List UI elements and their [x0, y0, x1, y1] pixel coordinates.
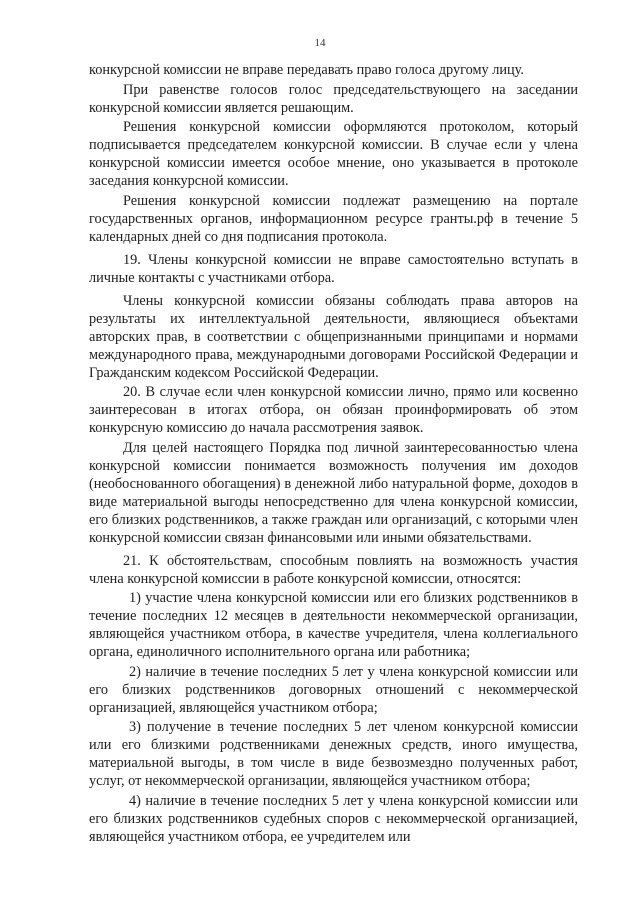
list-item: 2) наличие в течение последних 5 лет у члена конкурсной комиссии или его близких родственников договорных отношений с некоммерческой организацией, являющейся участником отбора;: [89, 663, 578, 716]
paragraph: конкурсной комиссии не вправе передавать право голоса другому лицу.: [89, 62, 524, 78]
paragraph: Решения конкурсной комиссии подлежат размещению на портале государственных органов, информационном ресурсе гранты.рф в течение 5 календарных дней со дня подписания протокола.: [89, 192, 578, 245]
paragraph: При равенстве голосов голос председательствующего на заседании конкурсной комиссии является решающим.: [89, 81, 578, 116]
page-number: 14: [314, 37, 326, 49]
paragraph: 19. Члены конкурсной комиссии не вправе самостоятельно вступать в личные контакты с участниками отбора.: [89, 251, 578, 286]
paragraph: 21. К обстоятельствам, способным повлиять на возможность участия члена конкурсной комиссии в работе конкурсной комиссии, относятся:: [89, 552, 578, 587]
paragraph: Члены конкурсной комиссии обязаны соблюдать права авторов на результаты их интеллектуальной деятельности, являющиеся объектами авторских прав, в соответствии с общепризнанными принципами и нормами международного права, международными договорами Российской Федерации и Гражданским кодексом Российской Федерации.: [89, 292, 578, 381]
paragraph: Для целей настоящего Порядка под личной заинтересованностью члена конкурсной комиссии понимается возможность получения им доходов (необоснованного обогащения) в денежной либо натуральной форме, доходов в виде материальной выгоды непосредственно для члена конкурсной комиссии, его близких родственников, а также граждан или организаций, с которыми член конкурсной комиссии связан финансовыми или иными обязательствами.: [89, 439, 578, 546]
paragraph: Решения конкурсной комиссии оформляются протоколом, который подписывается председателем конкурсной комиссии. В случае если у члена конкурсной комиссии имеется особое мнение, оно указывается в протоколе заседания конкурсной комиссии.: [89, 119, 578, 189]
list-item: 4) наличие в течение последних 5 лет у члена конкурсной комиссии или его близких родственников судебных споров с некоммерческой организацией, являющейся участником отбора, ее учредителем или: [89, 792, 578, 845]
document-body: [89, 61, 578, 847]
list-item: 1) участие члена конкурсной комиссии или его близких родственников в течение последних 12 месяцев в деятельности некоммерческой организации, являющейся участником отбора, в качестве учредителя, члена коллегиального органа, единоличного исполнительного органа или работника;: [89, 590, 578, 660]
list-item: 3) получение в течение последних 5 лет членом конкурсной комиссии или его близкими родственниками денежных средств, иного имущества, материальной выгоды, в том числе в виде безвозмездно полученных работ, услуг, от некоммерческой организации, являющейся участником отбора;: [89, 719, 578, 789]
paragraph: 20. В случае если член конкурсной комиссии лично, прямо или косвенно заинтересован в итогах отбора, он обязан проинформировать об этом конкурсную комиссию до начала рассмотрения заявок.: [89, 384, 578, 436]
